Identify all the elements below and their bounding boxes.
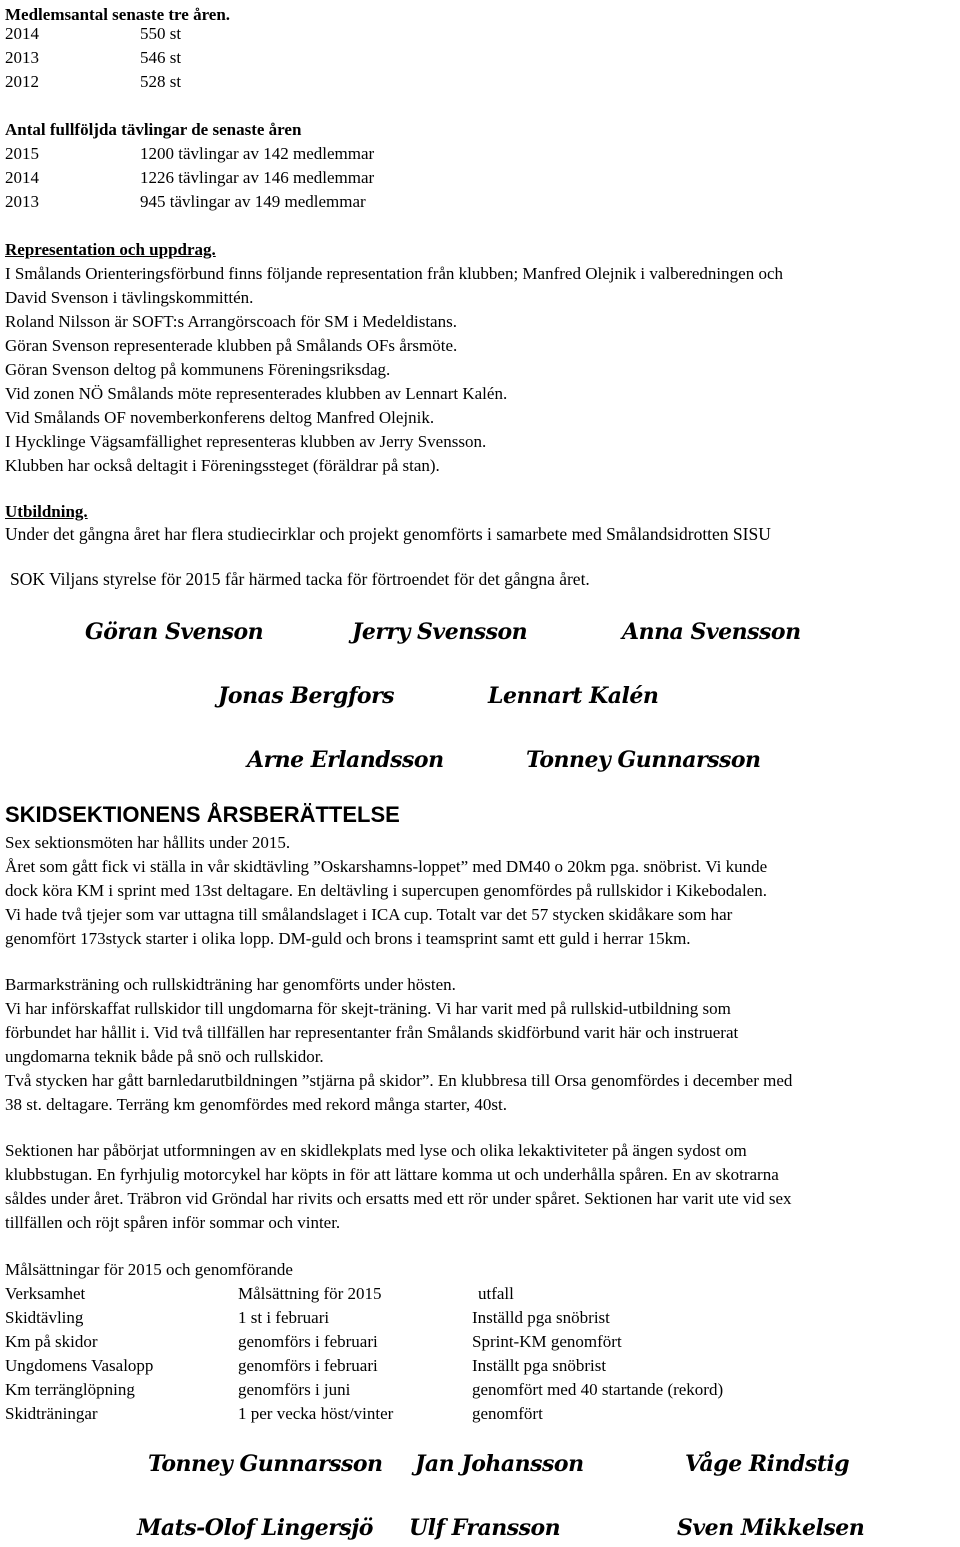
competitions-year: 2013 — [5, 192, 39, 211]
competitions-year: 2015 — [5, 144, 39, 163]
signature: Anna Svensson — [622, 619, 801, 645]
text-line: förbundet har hållit i. Vid två tillfällen har representanter från Smålands skidförbund varit här och instruerat — [5, 1023, 739, 1042]
text-line: Två stycken har gått barnledarutbildningen ”stjärna på skidor”. En klubbresa till Orsa genomfördes i december med — [5, 1071, 793, 1090]
competitions-heading: Antal fullföljda tävlingar de senaste åren — [5, 120, 302, 139]
goals-cell: Inställt pga snöbrist — [472, 1356, 607, 1375]
text-line: Barmarksträning och rullskidträning har genomförts under hösten. — [5, 975, 456, 994]
goals-cell: genomförs i februari — [238, 1332, 378, 1351]
goals-cell: 1 per vecka höst/vinter — [238, 1404, 394, 1423]
membership-value: 550 st — [140, 24, 182, 43]
text-line: Roland Nilsson är SOFT:s Arrangörscoach för SM i Medeldistans. — [5, 312, 457, 331]
text-line: Sex sektionsmöten har hållits under 2015. — [5, 833, 291, 852]
signature: Jan Johansson — [415, 1451, 584, 1477]
education-text: Under det gångna året har flera studiecirklar och projekt genomförts i samarbete med Smålandsidrotten SISU — [5, 524, 771, 544]
membership-year: 2013 — [5, 48, 39, 67]
text-line: Vi hade två tjejer som var uttagna till smålandslaget i ICA cup. Totalt var det 57 stycken skidåkare som har — [5, 905, 733, 924]
text-line: I Smålands Orienteringsförbund finns följande representation från klubben; Manfred Olejnik i valberedningen och — [5, 264, 783, 283]
thanks-text: SOK Viljans styrelse för 2015 får härmed tacka för förtroendet för det gångna året. — [10, 569, 590, 589]
text-line: Göran Svenson deltog på kommunens Föreningsriksdag. — [5, 360, 391, 379]
goals-cell: Inställd pga snöbrist — [472, 1308, 610, 1327]
membership-heading: Medlemsantal senaste tre åren. — [5, 5, 231, 24]
ski-section-heading: SKIDSEKTIONENS ÅRSBERÄTTELSE — [5, 802, 400, 827]
goals-cell: Km på skidor — [5, 1332, 98, 1351]
membership-value: 528 st — [140, 72, 182, 91]
membership-year: 2014 — [5, 24, 39, 43]
text-line: såldes under året. Träbron vid Gröndal har rivits och ersatts med ett rör under spåret. Sektionen har varit ute vid sex — [5, 1189, 792, 1208]
signature: Göran Svenson — [85, 619, 264, 645]
competitions-value: 1200 tävlingar av 142 medlemmar — [140, 144, 375, 163]
signature: Mats-Olof Lingersjö — [137, 1515, 373, 1541]
competitions-value: 945 tävlingar av 149 medlemmar — [140, 192, 366, 211]
ski-paragraph-2 — [5, 973, 960, 1117]
text-line: Göran Svenson representerade klubben på Smålands OFs årsmöte. — [5, 336, 458, 355]
signature: Våge Rindstig — [685, 1451, 850, 1477]
text-line: Vid zonen NÖ Smålands möte representerades klubben av Lennart Kalén. — [5, 384, 508, 403]
signature: Sven Mikkelsen — [677, 1515, 865, 1541]
text-line: I Hycklinge Vägsamfällighet representeras klubben av Jerry Svensson. — [5, 432, 487, 451]
goals-cell: Km terränglöpning — [5, 1380, 135, 1399]
signature: Ulf Fransson — [409, 1515, 561, 1541]
goals-cell: Skidträningar — [5, 1404, 98, 1423]
goals-column-header: Målsättning för 2015 — [238, 1284, 382, 1303]
ski-paragraph-3 — [5, 1139, 960, 1235]
signature: Jonas Bergfors — [218, 683, 395, 709]
education-heading: Utbildning. — [5, 502, 88, 521]
text-line: genomfört 173styck starter i olika lopp. DM-guld och brons i teamsprint samt ett guld i herrar 15km. — [5, 929, 691, 948]
goals-cell: Sprint-KM genomfört — [472, 1332, 622, 1351]
goals-column-header: Verksamhet — [5, 1284, 86, 1303]
text-line: tillfällen och röjt spåren inför sommar och vinter. — [5, 1213, 341, 1232]
text-line: Vi har införskaffat rullskidor till ungdomarna för skejt-träning. Vi har varit med på rullskid-utbildning som — [5, 999, 731, 1018]
text-line: Klubben har också deltagit i Föreningssteget (föräldrar på stan). — [5, 456, 440, 475]
goals-cell: 1 st i februari — [238, 1308, 330, 1327]
text-line: 38 st. deltagare. Terräng km genomfördes med rekord många starter, 40st. — [5, 1095, 507, 1114]
signature: Tonney Gunnarsson — [148, 1451, 383, 1477]
goals-cell: Ungdomens Vasalopp — [5, 1356, 154, 1375]
membership-value: 546 st — [140, 48, 182, 67]
ski-paragraph-1 — [5, 831, 960, 951]
text-line: klubbstugan. En fyrhjulig motorcykel har köpts in för att lättare komma ut och underhålla spåren. En av skotrarna — [5, 1165, 779, 1184]
signature: Tonney Gunnarsson — [526, 747, 761, 773]
text-line: Vid Smålands OF novemberkonferens deltog Manfred Olejnik. — [5, 408, 435, 427]
membership-year: 2012 — [5, 72, 39, 91]
signature: Arne Erlandsson — [247, 747, 444, 773]
representation-heading: Representation och uppdrag. — [5, 240, 216, 259]
text-line: Sektionen har påbörjat utformningen av en skidlekplats med lyse och olika lekaktiviteter på ängen sydost om — [5, 1141, 747, 1160]
text-line: dock köra KM i sprint med 13st deltagare. En deltävling i supercupen genomfördes på rullskidor i Kikebodalen. — [5, 881, 767, 900]
competitions-value: 1226 tävlingar av 146 medlemmar — [140, 168, 375, 187]
text-line: Året som gått fick vi ställa in vår skidtävling ”Oskarshamns-loppet” med DM40 o 20km pga. snöbrist. Vi kunde — [5, 857, 768, 876]
text-line: David Svenson i tävlingskommittén. — [5, 288, 254, 307]
goals-cell: genomförs i juni — [238, 1380, 351, 1399]
goals-cell: genomförs i februari — [238, 1356, 378, 1375]
signature: Jerry Svensson — [352, 619, 528, 645]
competitions-year: 2014 — [5, 168, 39, 187]
goals-column-header: utfall — [478, 1284, 514, 1303]
representation-text — [5, 262, 960, 478]
goals-cell: genomfört med 40 startande (rekord) — [472, 1380, 724, 1399]
signature: Lennart Kalén — [488, 683, 659, 709]
goals-cell: Skidtävling — [5, 1308, 84, 1327]
goals-cell: genomfört — [472, 1404, 543, 1423]
goals-heading: Målsättningar för 2015 och genomförande — [5, 1260, 293, 1279]
text-line: ungdomarna teknik både på snö och rullskidor. — [5, 1047, 324, 1066]
